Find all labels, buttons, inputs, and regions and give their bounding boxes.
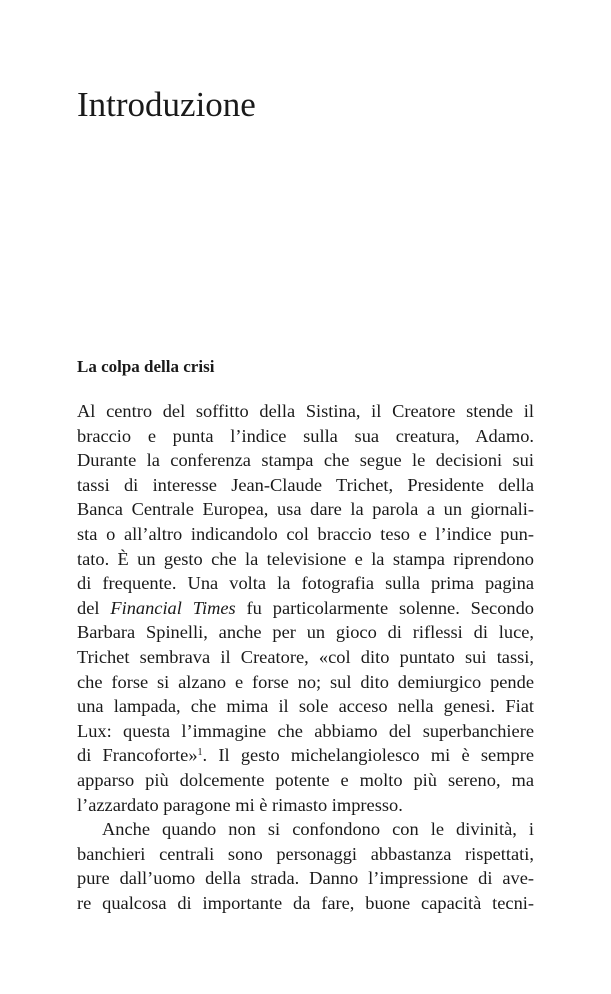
text-segment: banchieri centrali sono personaggi abbastanza rispettati, [77, 843, 534, 864]
text-segment: Trichet sembrava il Creatore, «col dito puntato sui tassi, [77, 646, 534, 667]
text-segment: fu particolarmente solenne. Secondo [235, 597, 534, 618]
text-line [77, 817, 534, 842]
text-segment: Al centro del soffitto della Sistina, il Creatore stende il [77, 401, 534, 421]
text-segment: tassi di interesse Jean-Claude Trichet, Presidente della [77, 474, 534, 495]
text-line [77, 719, 534, 744]
text-segment: del [77, 597, 111, 618]
text-segment: apparso più dolcemente potente e molto più sereno, ma [77, 769, 534, 790]
chapter-title: Introduzione [77, 85, 256, 124]
text-segment: di frequente. Una volta la fotografia sulla prima pagina [77, 573, 534, 594]
text-segment: re qualcosa di importante da fare, buone capacità tecni- [77, 892, 534, 913]
text-line [77, 473, 534, 498]
paragraph [77, 399, 534, 817]
text-segment: Banca Centrale Europea, usa dare la parola a un giornali- [77, 499, 534, 520]
text-segment: tato. È un gesto che la televisione e la stampa riprendono [77, 548, 534, 569]
text-line [77, 522, 534, 547]
text-line [77, 571, 534, 596]
text-line [77, 596, 534, 621]
footnote-ref: 1 [197, 747, 203, 759]
text-segment: l’azzardato paragone mi è rimasto impresso. [77, 794, 403, 815]
section-heading: La colpa della crisi [77, 357, 215, 376]
text-line [77, 547, 534, 572]
text-segment: braccio e punta l’indice sulla sua creatura, Adamo. [77, 425, 534, 446]
text-segment: Barbara Spinelli, anche per un gioco di riflessi di luce, [77, 622, 534, 643]
text-segment: pure dall’uomo della strada. Danno l’impressione di ave- [77, 868, 534, 889]
text-segment: sta o all’altro indicandolo col braccio teso e l’indice pun- [77, 523, 534, 544]
text-line [77, 670, 534, 695]
text-line [77, 891, 534, 916]
text-segment: di Francoforte» [77, 745, 198, 766]
text-segment: . Il gesto michelangiolesco mi è sempre [202, 745, 534, 766]
text-segment: Durante la conferenza stampa che segue le decisioni sui [77, 450, 534, 471]
body-text [77, 399, 534, 915]
text-line [77, 694, 534, 719]
italic-title: Financial Times [110, 597, 236, 618]
text-line [77, 768, 534, 793]
text-segment: una lampada, che mima il sole acceso nella genesi. Fiat [77, 696, 534, 717]
paragraph [77, 817, 534, 915]
text-line [77, 399, 534, 424]
text-line [77, 743, 534, 768]
text-line [77, 866, 534, 891]
text-line [77, 842, 534, 867]
text-line [77, 448, 534, 473]
text-segment: che forse si alzano e forse no; sul dito demiurgico pende [77, 671, 534, 692]
text-line [77, 497, 534, 522]
text-line [77, 424, 534, 449]
text-segment: Lux: questa l’immagine che abbiamo del superbanchiere [77, 720, 534, 741]
text-line [77, 793, 534, 818]
text-line [77, 645, 534, 670]
text-line [77, 620, 534, 645]
text-segment: Anche quando non si confondono con le divinità, i [102, 819, 534, 840]
